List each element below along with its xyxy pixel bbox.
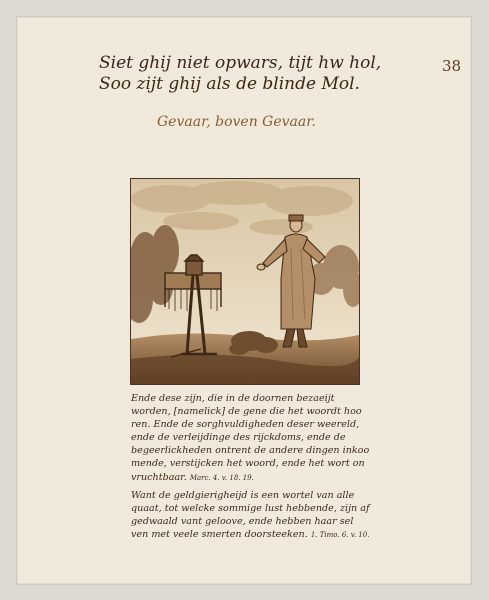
page-number: 38: [442, 57, 462, 75]
text-line: [131, 528, 371, 542]
text-line: ren. Ende de sorghvuldigheden deser weereld,: [131, 419, 360, 431]
manuscript-page: [17, 17, 471, 584]
text-line: gedwaald vant geloove, ende hebben haar sel: [131, 515, 354, 527]
text-line: [131, 471, 371, 485]
paragraph-1: [131, 392, 371, 485]
text-line: quaat, tot welcke sommige lust hebbende, zijn af: [131, 502, 370, 514]
emblem-illustration: [130, 178, 360, 385]
bible-reference: 1. Timo. 6. v. 10.: [310, 530, 370, 539]
illustration-drawing: [131, 179, 359, 384]
bible-reference: Marc. 4. v. 18. 19.: [189, 473, 254, 482]
paragraph-2: [131, 489, 371, 542]
text-line: ende de verleijdinge des rijckdoms, ende de: [131, 432, 346, 444]
text-line: mende, verstijcken het woord, ende het wort on: [131, 458, 365, 470]
text-line: Want de geldgierigheijd is een wortel van alle: [131, 489, 355, 501]
text-fragment: ven met veele smerten doorsteeken.: [131, 528, 308, 540]
text-line: begeerlickheden ontrent de andere dingen inkoo: [131, 445, 370, 457]
text-line: Ende dese zijn, die in de doornen bezaeijt: [131, 393, 335, 404]
verse-heading: [99, 53, 381, 95]
verse-line-1: Siet ghij niet opwars, tijt hw hol,: [99, 53, 382, 73]
text-line: worden, [namelick] de gene die het woordt hoo: [131, 406, 362, 418]
text-fragment: vruchtbaar.: [131, 471, 187, 483]
emblem-motto: Gevaar, boven Gevaar.: [157, 114, 316, 130]
verse-line-2: Soo zijt ghij als de blinde Mol.: [99, 74, 360, 94]
scripture-text: [131, 392, 371, 542]
